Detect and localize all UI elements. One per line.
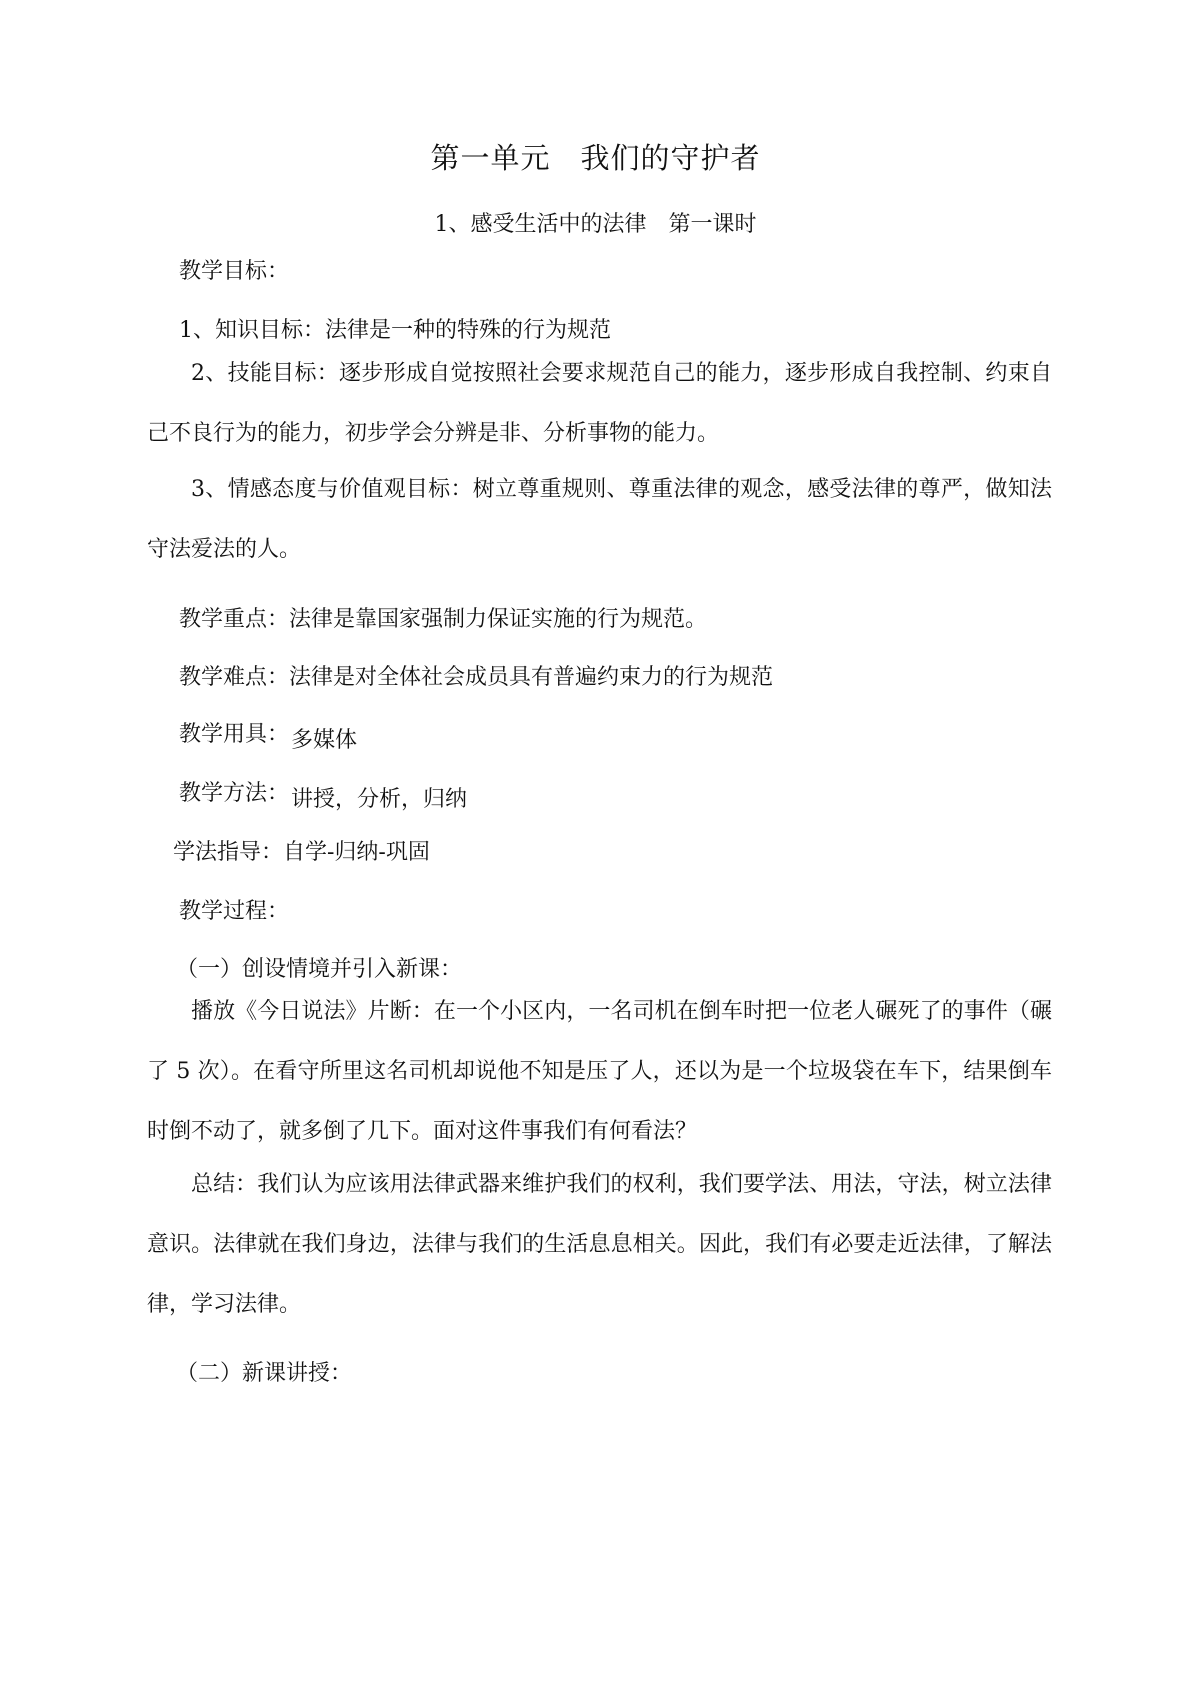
key-point: 教学重点：法律是靠国家强制力保证实施的行为规范。 xyxy=(179,607,708,632)
objective-skill: 2、技能目标：逐步形成自觉按照社会要求规范自己的能力，逐步形成自我控制、约束自己不良行为的能力，初步学会分辨是非、分析事物的能力。 xyxy=(147,361,1052,446)
objectives-heading: 教学目标： xyxy=(179,259,290,284)
study-guide: 学法指导：自学-归纳-巩固 xyxy=(173,840,430,865)
section-1-text: 播放《今日说法》片断：在一个小区内，一名司机在倒车时把一位老人碾死了的事件（碾了 5 次）。在看守所里这名司机却说他不知是压了人，还以为是一个垃圾袋在车下，结果倒车时倒不动了，就多倒了几下。面对这件事我们有何看法？ xyxy=(147,999,1052,1144)
process-heading: 教学过程： xyxy=(179,899,290,924)
objective-emotion: 3、情感态度与价值观目标：树立尊重规则、尊重法律的观念，感受法律的尊严，做知法守法爱法的人。 xyxy=(147,477,1052,562)
methods-value: 讲授，分析，归纳 xyxy=(291,787,468,812)
difficult-point: 教学难点：法律是对全体社会成员具有普遍约束力的行为规范 xyxy=(179,665,774,690)
tools-value: 多媒体 xyxy=(291,728,358,753)
tools-label: 教学用具： xyxy=(179,722,290,747)
objective-knowledge: 1、知识目标：法律是一种的特殊的行为规范 xyxy=(179,318,611,343)
section-1-heading: （一）创设情境并引入新课： xyxy=(176,957,463,982)
lesson-subtitle: 1、感受生活中的法律 第一课时 xyxy=(434,212,757,237)
section-2-heading: （二）新课讲授： xyxy=(176,1361,353,1386)
methods-label: 教学方法： xyxy=(179,781,290,806)
summary-text: 总结：我们认为应该用法律武器来维护我们的权利，我们要学法、用法，守法，树立法律意识。法律就在我们身边，法律与我们的生活息息相关。因此，我们有必要走近法律，了解法律，学习法律。 xyxy=(147,1172,1052,1317)
unit-title: 第一单元 我们的守护者 xyxy=(430,141,761,175)
